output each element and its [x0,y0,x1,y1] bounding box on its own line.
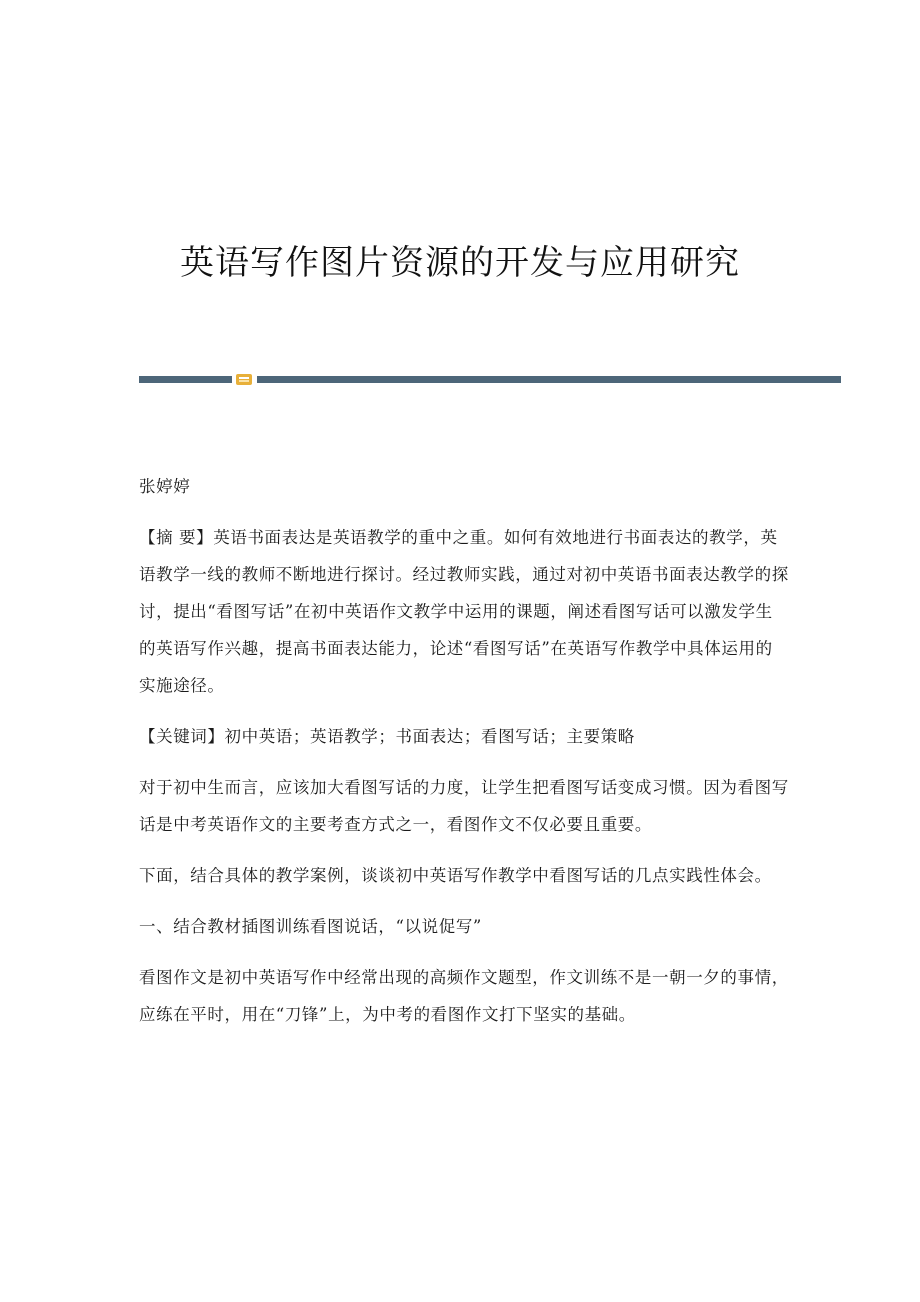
title-divider [139,374,841,384]
divider-bar-right [257,376,841,383]
divider-ornament-icon [236,374,252,385]
document-body [139,468,789,1047]
divider-bar-left [139,376,232,383]
body-paragraph-3: 看图作文是初中英语写作中经常出现的高频作文题型，作文训练不是一朝一夕的事情，应练在平时，用在“刀锋”上，为中考的看图作文打下坚实的基础。 [139,968,789,1024]
abstract-paragraph: 【摘 要】英语书面表达是英语教学的重中之重。如何有效地进行书面表达的教学，英语教学一线的教师不断地进行探讨。经过教师实践，通过对初中英语书面表达教学的探讨，提出“看图写话”在初中英语作文教学中运用的课题，阐述看图写话可以激发学生的英语写作兴趣，提高书面表达能力，论述“看图写话”在英语写作教学中具体运用的实施途径。 [139,528,789,695]
body-paragraph-2: 下面，结合具体的教学案例，谈谈初中英语写作教学中看图写话的几点实践性体会。 [139,866,772,885]
keywords-paragraph: 【关键词】初中英语；英语教学；书面表达；看图写话；主要策略 [139,727,635,746]
body-paragraph-1: 对于初中生而言，应该加大看图写话的力度，让学生把看图写话变成习惯。因为看图写话是中考英语作文的主要考查方式之一，看图作文不仅必要且重要。 [139,778,789,834]
author-name: 张婷婷 [139,477,191,496]
section-heading-1: 一、结合教材插图训练看图说话，“以说促写” [139,917,482,936]
document-title: 英语写作图片资源的开发与应用研究 [180,242,740,283]
